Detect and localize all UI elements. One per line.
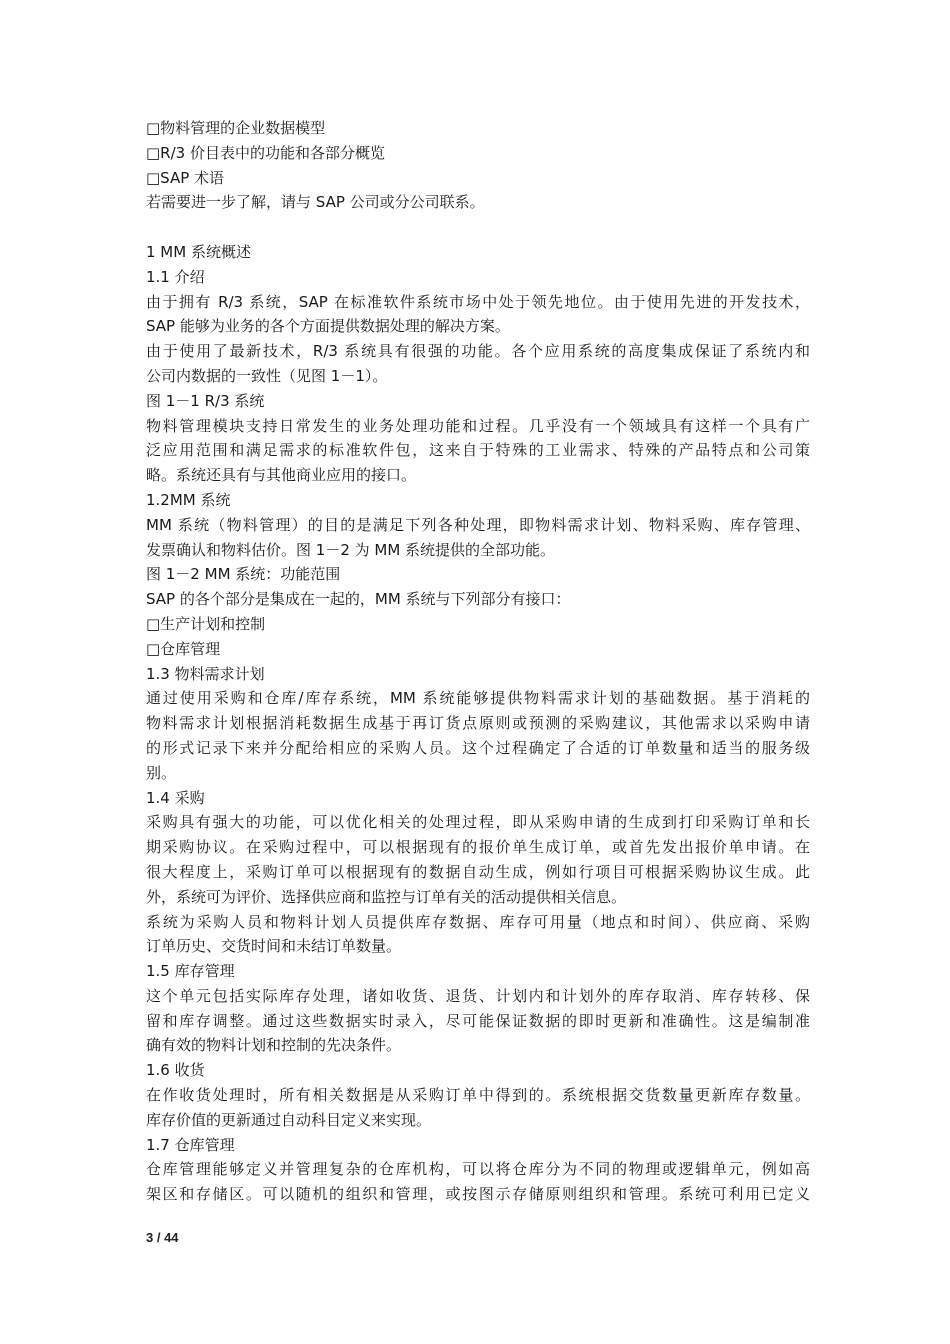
text-line: 留和库存调整。通过这些数据实时录入，尽可能保证数据的即时更新和准确性。这是编制准 (146, 1011, 810, 1030)
text-line: □物料管理的企业数据模型 (146, 119, 326, 137)
text-line: 订单历史、交货时间和未结订单数量。 (146, 937, 402, 956)
text-line: 通过使用采购和仓库/库存系统，MM 系统能够提供物料需求计划的基础数据。基于消耗的 (146, 689, 810, 708)
text-line: 物料需求计划根据消耗数据生成基于再订货点原则或预测的采购建议，其他需求以采购申请 (146, 714, 810, 733)
text-line: 由于使用了最新技术，R/3 系统具有很强的功能。各个应用系统的高度集成保证了系统内和 (146, 342, 810, 361)
text-line: 1.2MM 系统 (146, 490, 231, 509)
page-number: 3 / 44 (146, 1230, 179, 1245)
text-line: 库存价值的更新通过自动科目定义来实现。 (146, 1110, 432, 1129)
text-line: 期采购协议。在采购过程中，可以根据现有的报价单生成订单，或首先发出报价单申请。在 (146, 838, 810, 857)
text-line: 略。系统还具有与其他商业应用的接口。 (146, 466, 417, 485)
text-line: 1.6 收货 (146, 1061, 205, 1080)
text-line: 的形式记录下来并分配给相应的采购人员。这个过程确定了合适的订单数量和适当的服务级 (146, 738, 810, 757)
text-line: 外，系统可为评价、选择供应商和监控与订单有关的活动提供相关信息。 (146, 887, 627, 906)
text-line: 1 MM 系统概述 (146, 242, 251, 261)
text-line: 确有效的物料计划和控制的先决条件。 (146, 1036, 402, 1055)
text-line: □生产计划和控制 (146, 614, 266, 633)
text-line: □R/3 价目表中的功能和各部分概览 (146, 143, 385, 162)
text-line: 很大程度上，采购订单可以根据现有的数据自动生成，例如行项目可根据采购协议生成。此 (146, 862, 810, 881)
text-line: 1.3 物料需求计划 (146, 664, 265, 683)
text-line: 采购具有强大的功能，可以优化相关的处理过程，即从采购申请的生成到打印采购订单和长 (146, 813, 810, 832)
text-line: 发票确认和物料估价。图 1－2 为 MM 系统提供的全部功能。 (146, 540, 556, 559)
text-line: 图 1－2 MM 系统：功能范围 (146, 565, 341, 584)
text-line: 在作收货处理时，所有相关数据是从采购订单中得到的。系统根据交货数量更新库存数量。 (146, 1086, 810, 1105)
blank-line (146, 215, 810, 240)
text-line: MM 系统（物料管理）的目的是满足下列各种处理，即物料需求计划、物料采购、库存管理、 (146, 515, 810, 534)
text-line: 物料管理模块支持日常发生的业务处理功能和过程。几乎没有一个领域具有这样一个具有广 (146, 416, 810, 435)
text-line: 图 1－1 R/3 系统 (146, 391, 265, 410)
text-line: SAP 的各个部分是集成在一起的，MM 系统与下列部分有接口： (146, 590, 571, 609)
document-body (146, 116, 810, 1207)
text-line: □SAP 术语 (146, 168, 225, 187)
text-line: □仓库管理 (146, 639, 221, 658)
text-line: 1.4 采购 (146, 788, 205, 807)
text-line: 这个单元包括实际库存处理，诸如收货、退货、计划内和计划外的库存取消、库存转移、保 (146, 986, 810, 1005)
text-line: 架区和存储区。可以随机的组织和管理，或按图示存储原则组织和管理。系统可利用已定义 (146, 1185, 810, 1204)
text-line: 由于拥有 R/3 系统，SAP 在标准软件系统市场中处于领先地位。由于使用先进的开发技术， (146, 292, 810, 311)
text-line: 1.5 库存管理 (146, 962, 235, 981)
text-line: SAP 能够为业务的各个方面提供数据处理的解决方案。 (146, 317, 510, 336)
text-line: 若需要进一步了解，请与 SAP 公司或分公司联系。 (146, 193, 485, 212)
text-line: 公司内数据的一致性（见图 1－1）。 (146, 366, 388, 385)
text-line: 仓库管理能够定义并管理复杂的仓库机构，可以将仓库分为不同的物理或逻辑单元，例如高 (146, 1160, 810, 1179)
text-line: 1.7 仓库管理 (146, 1135, 235, 1154)
text-line: 1.1 介绍 (146, 267, 205, 286)
text-line: 别。 (146, 763, 177, 782)
text-line: 系统为采购人员和物料计划人员提供库存数据、库存可用量（地点和时间）、供应商、采购 (146, 912, 810, 931)
text-line: 泛应用范围和满足需求的标准软件包，这来自于特殊的工业需求、特殊的产品特点和公司策 (146, 441, 810, 460)
